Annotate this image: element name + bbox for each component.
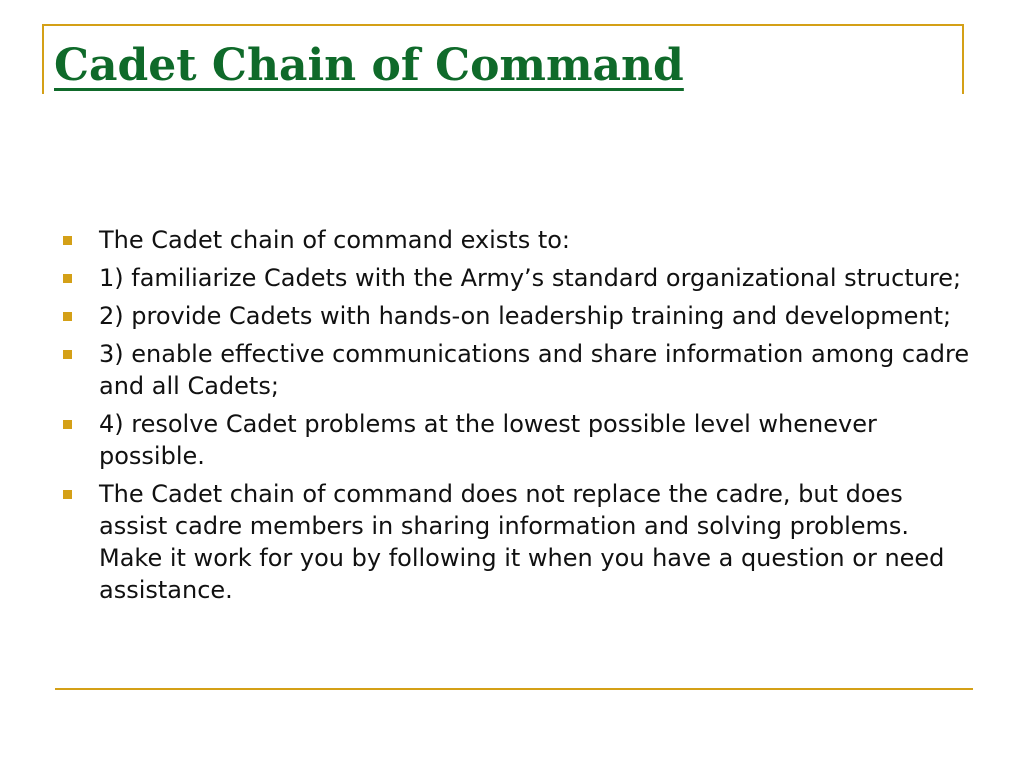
bullet-item-familiarize [58,262,970,294]
bullet-item-resolve [58,408,970,472]
title-frame-left-line [42,24,44,94]
bullet-text: The Cadet chain of command does not replace the cadre, but does assist cadre members in sharing information and solving problems. Make it work for you by following it when you have a question or need assistance. [99,480,945,604]
bullet-text: 4) resolve Cadet problems at the lowest possible level whenever possible. [99,410,877,470]
square-bullet-icon [63,274,72,283]
bullet-text: 3) enable effective communications and share information among cadre and all Cadets; [99,340,970,400]
square-bullet-icon [63,312,72,321]
title-frame-right-line [962,24,964,94]
bullet-item-communications [58,338,970,402]
bullet-item-intro [58,224,970,256]
square-bullet-icon [63,350,72,359]
bullet-text: 2) provide Cadets with hands-on leadership training and development; [99,302,952,330]
bottom-divider [55,688,973,690]
title-frame-top-line [42,24,964,26]
bullet-item-closing [58,478,970,606]
slide-title: Cadet Chain of Command [54,40,684,91]
square-bullet-icon [63,236,72,245]
bullet-list [58,224,970,612]
bullet-item-leadership [58,300,970,332]
square-bullet-icon [63,420,72,429]
square-bullet-icon [63,490,72,499]
bullet-text: The Cadet chain of command exists to: [99,226,571,254]
bullet-text: 1) familiarize Cadets with the Army’s standard organizational structure; [99,264,962,292]
